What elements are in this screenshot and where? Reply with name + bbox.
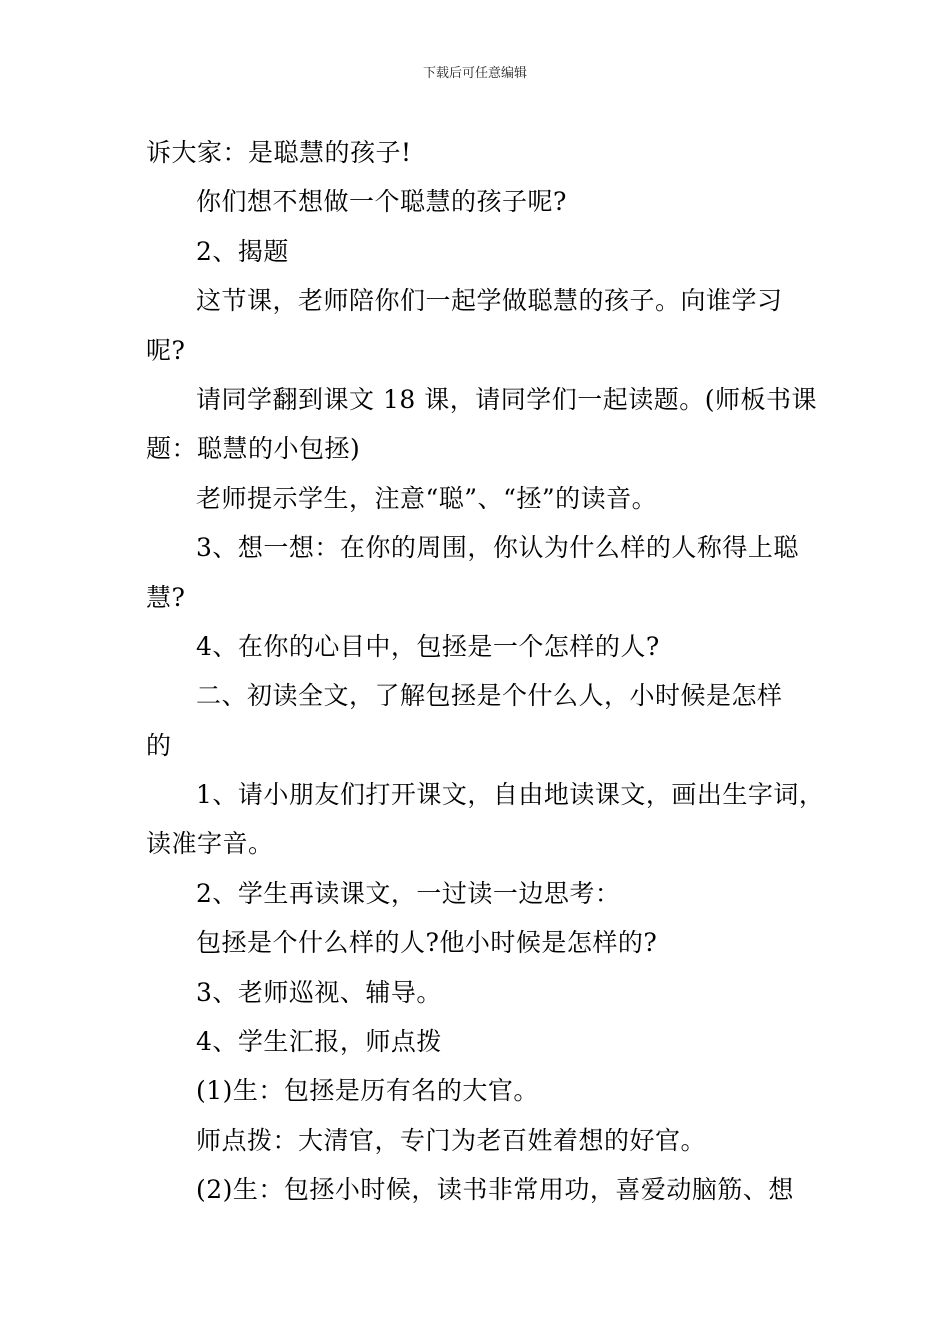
text-line: 2、揭题	[196, 236, 289, 266]
text-line: 诉大家：是聪慧的孩子!	[146, 138, 412, 167]
text-line: 4、学生汇报，师点拨	[196, 1027, 442, 1057]
text-line: 你们想不想做一个聪慧的孩子呢?	[196, 187, 567, 217]
text-line: 的	[146, 730, 172, 760]
text-line: 3、想一想：在你的周围，你认为什么样的人称得上聪	[196, 533, 799, 563]
text-line: 二、初读全文，了解包拯是个什么人，小时候是怎样	[196, 681, 783, 711]
text-line: 读准字音。	[146, 829, 274, 859]
text-line: 老师提示学生，注意“聪”、“拯”的读音。	[196, 483, 658, 513]
page-header: 下载后可任意编辑	[422, 66, 527, 81]
text-line: (1)生：包拯是历有名的大官。	[196, 1076, 539, 1106]
text-line: 包拯是个什么样的人?他小时候是怎样的?	[196, 928, 658, 958]
text-line: 4、在你的心目中，包拯是一个怎样的人?	[196, 631, 660, 661]
text-line: 3、老师巡视、辅导。	[196, 977, 442, 1007]
text-line: 2、学生再读课文，一过读一边思考：	[196, 878, 621, 908]
text-line: 师点拨：大清官，专门为老百姓着想的好官。	[196, 1125, 707, 1155]
text-line: 呢?	[146, 335, 186, 365]
text-line: 这节课，老师陪你们一起学做聪慧的孩子。向谁学习	[196, 286, 783, 316]
text-line: 1、请小朋友们打开课文，自由地读课文，画出生字词，	[196, 780, 825, 810]
text-line: 慧?	[146, 582, 186, 612]
text-line: 题：聪慧的小包拯)	[146, 434, 361, 464]
text-line: (2)生：包拯小时候，读书非常用功，喜爱动脑筋、想	[196, 1175, 794, 1205]
text-line: 请同学翻到课文 18 课，请同学们一起读题。(师板书课	[196, 384, 817, 414]
document-body	[146, 128, 826, 1215]
